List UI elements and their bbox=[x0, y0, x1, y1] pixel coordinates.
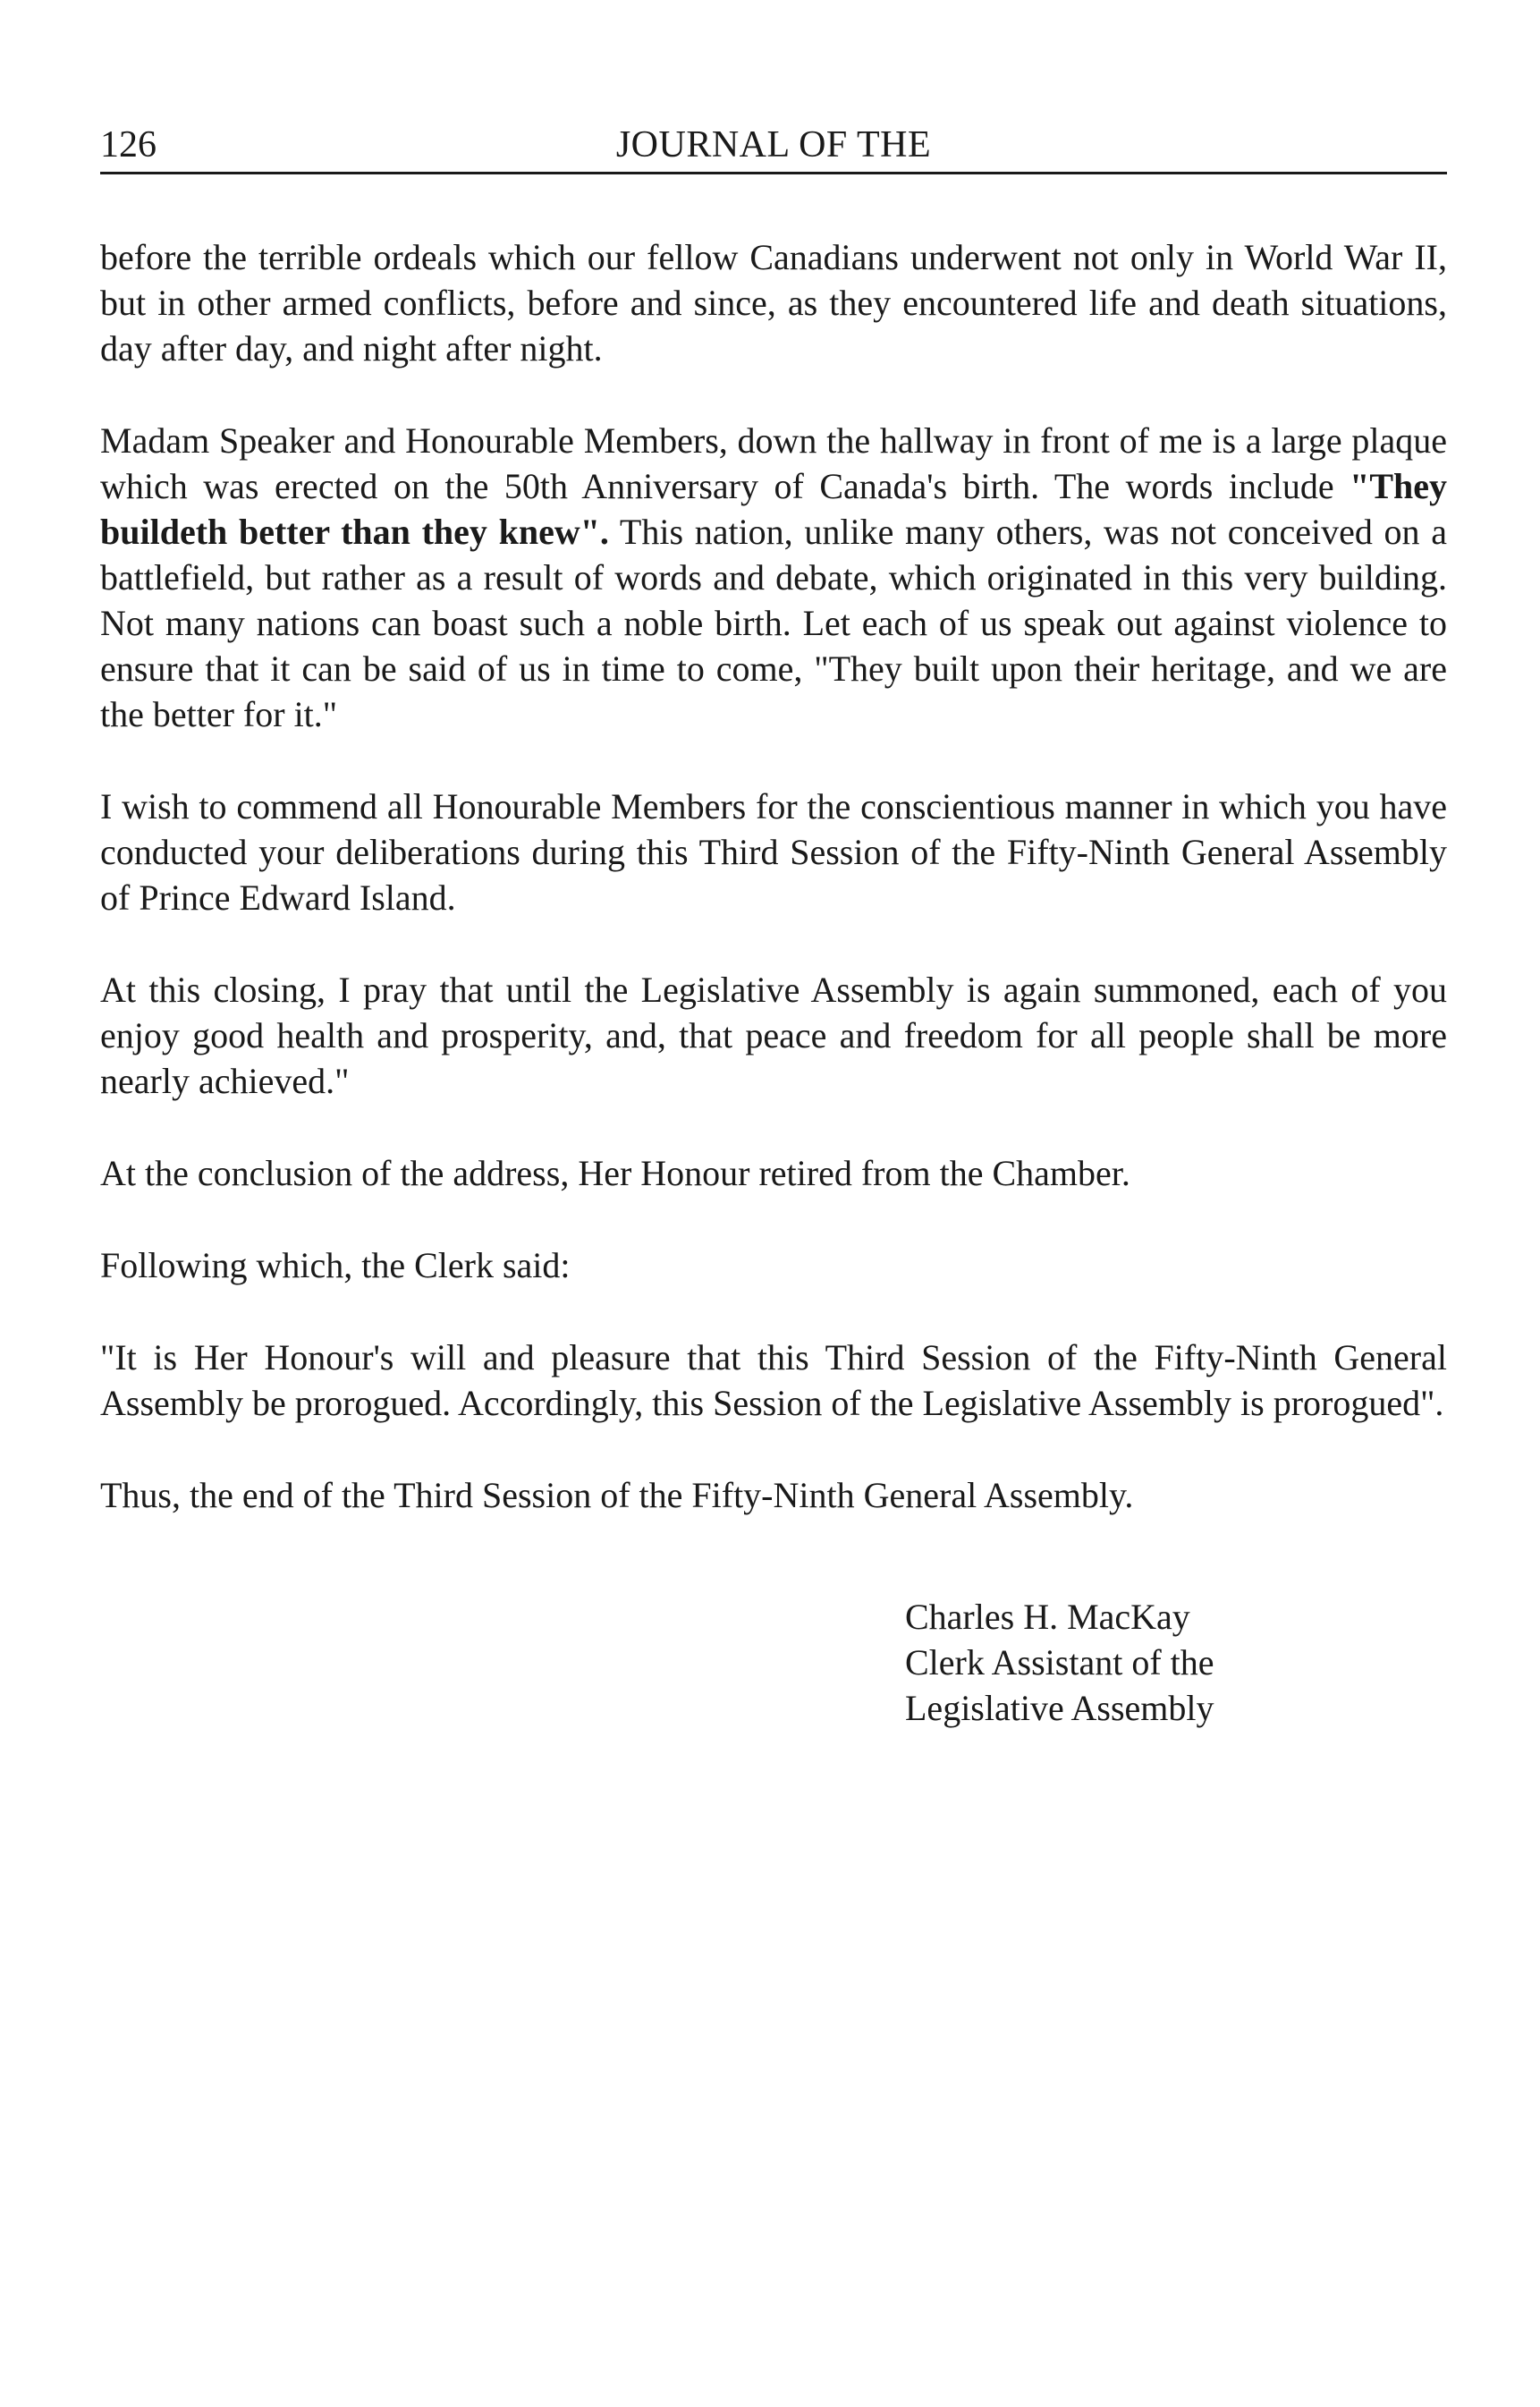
paragraph-conclusion: At the conclusion of the address, Her Honour retired from the Chamber. bbox=[100, 1153, 1130, 1193]
paragraph-clerk-said: Following which, the Clerk said: bbox=[100, 1245, 571, 1285]
paragraph-commendation: I wish to commend all Honourable Members for the conscientious manner in which you have conducted your deliberations during this Third Session of the Fifty-Ninth General Assembly of Prince Edward Island. bbox=[100, 786, 1447, 918]
paragraph-prorogation: "It is Her Honour's will and pleasure that this Third Session of the Fifty-Ninth General Assembly be prorogued. Accordingly, this Session of the Legislative Assembly is prorogued". bbox=[100, 1337, 1447, 1423]
page-number: 126 bbox=[100, 124, 157, 165]
page-header bbox=[100, 122, 1447, 174]
signatory-title-line-1: Clerk Assistant of the bbox=[905, 1642, 1214, 1682]
paragraph-end-of-session: Thus, the end of the Third Session of the Fifty-Ninth General Assembly. bbox=[100, 1475, 1134, 1515]
signatory-title-line-2: Legislative Assembly bbox=[905, 1688, 1214, 1728]
signatory-name: Charles H. MacKay bbox=[905, 1597, 1190, 1637]
running-head: JOURNAL OF THE bbox=[615, 124, 932, 165]
body-text bbox=[100, 234, 1447, 1564]
paragraph-closing-prayer: At this closing, I pray that until the Legislative Assembly is again summoned, each of you enjoy good health and prosperity, and, that peace and freedom for all people shall be more nearly achieved." bbox=[100, 970, 1447, 1101]
plaque-quote: "They buildeth better than they knew". bbox=[100, 466, 1447, 552]
signature-block bbox=[905, 1594, 1214, 1731]
paragraph-ordeals: before the terrible ordeals which our fellow Canadians underwent not only in World War II, but in other armed conflicts, before and since, as they encountered life and death situations, day after day, and night after night. bbox=[100, 237, 1447, 369]
paragraph-plaque bbox=[100, 418, 1447, 737]
plaque-text-before: Madam Speaker and Honourable Members, down the hallway in front of me is a large plaque which was erected on the 50th Anniversary of Canada's birth. The words include bbox=[100, 420, 1447, 506]
plaque-text-after: This nation, unlike many others, was not conceived on a battlefield, but rather as a result of words and debate, which originated in this very building. Not many nations can boast such a noble birth. Let each of us speak out against violence to ensure that it can be said of us in time to come, "They built upon their heritage, and we are the better for it." bbox=[100, 512, 1447, 734]
